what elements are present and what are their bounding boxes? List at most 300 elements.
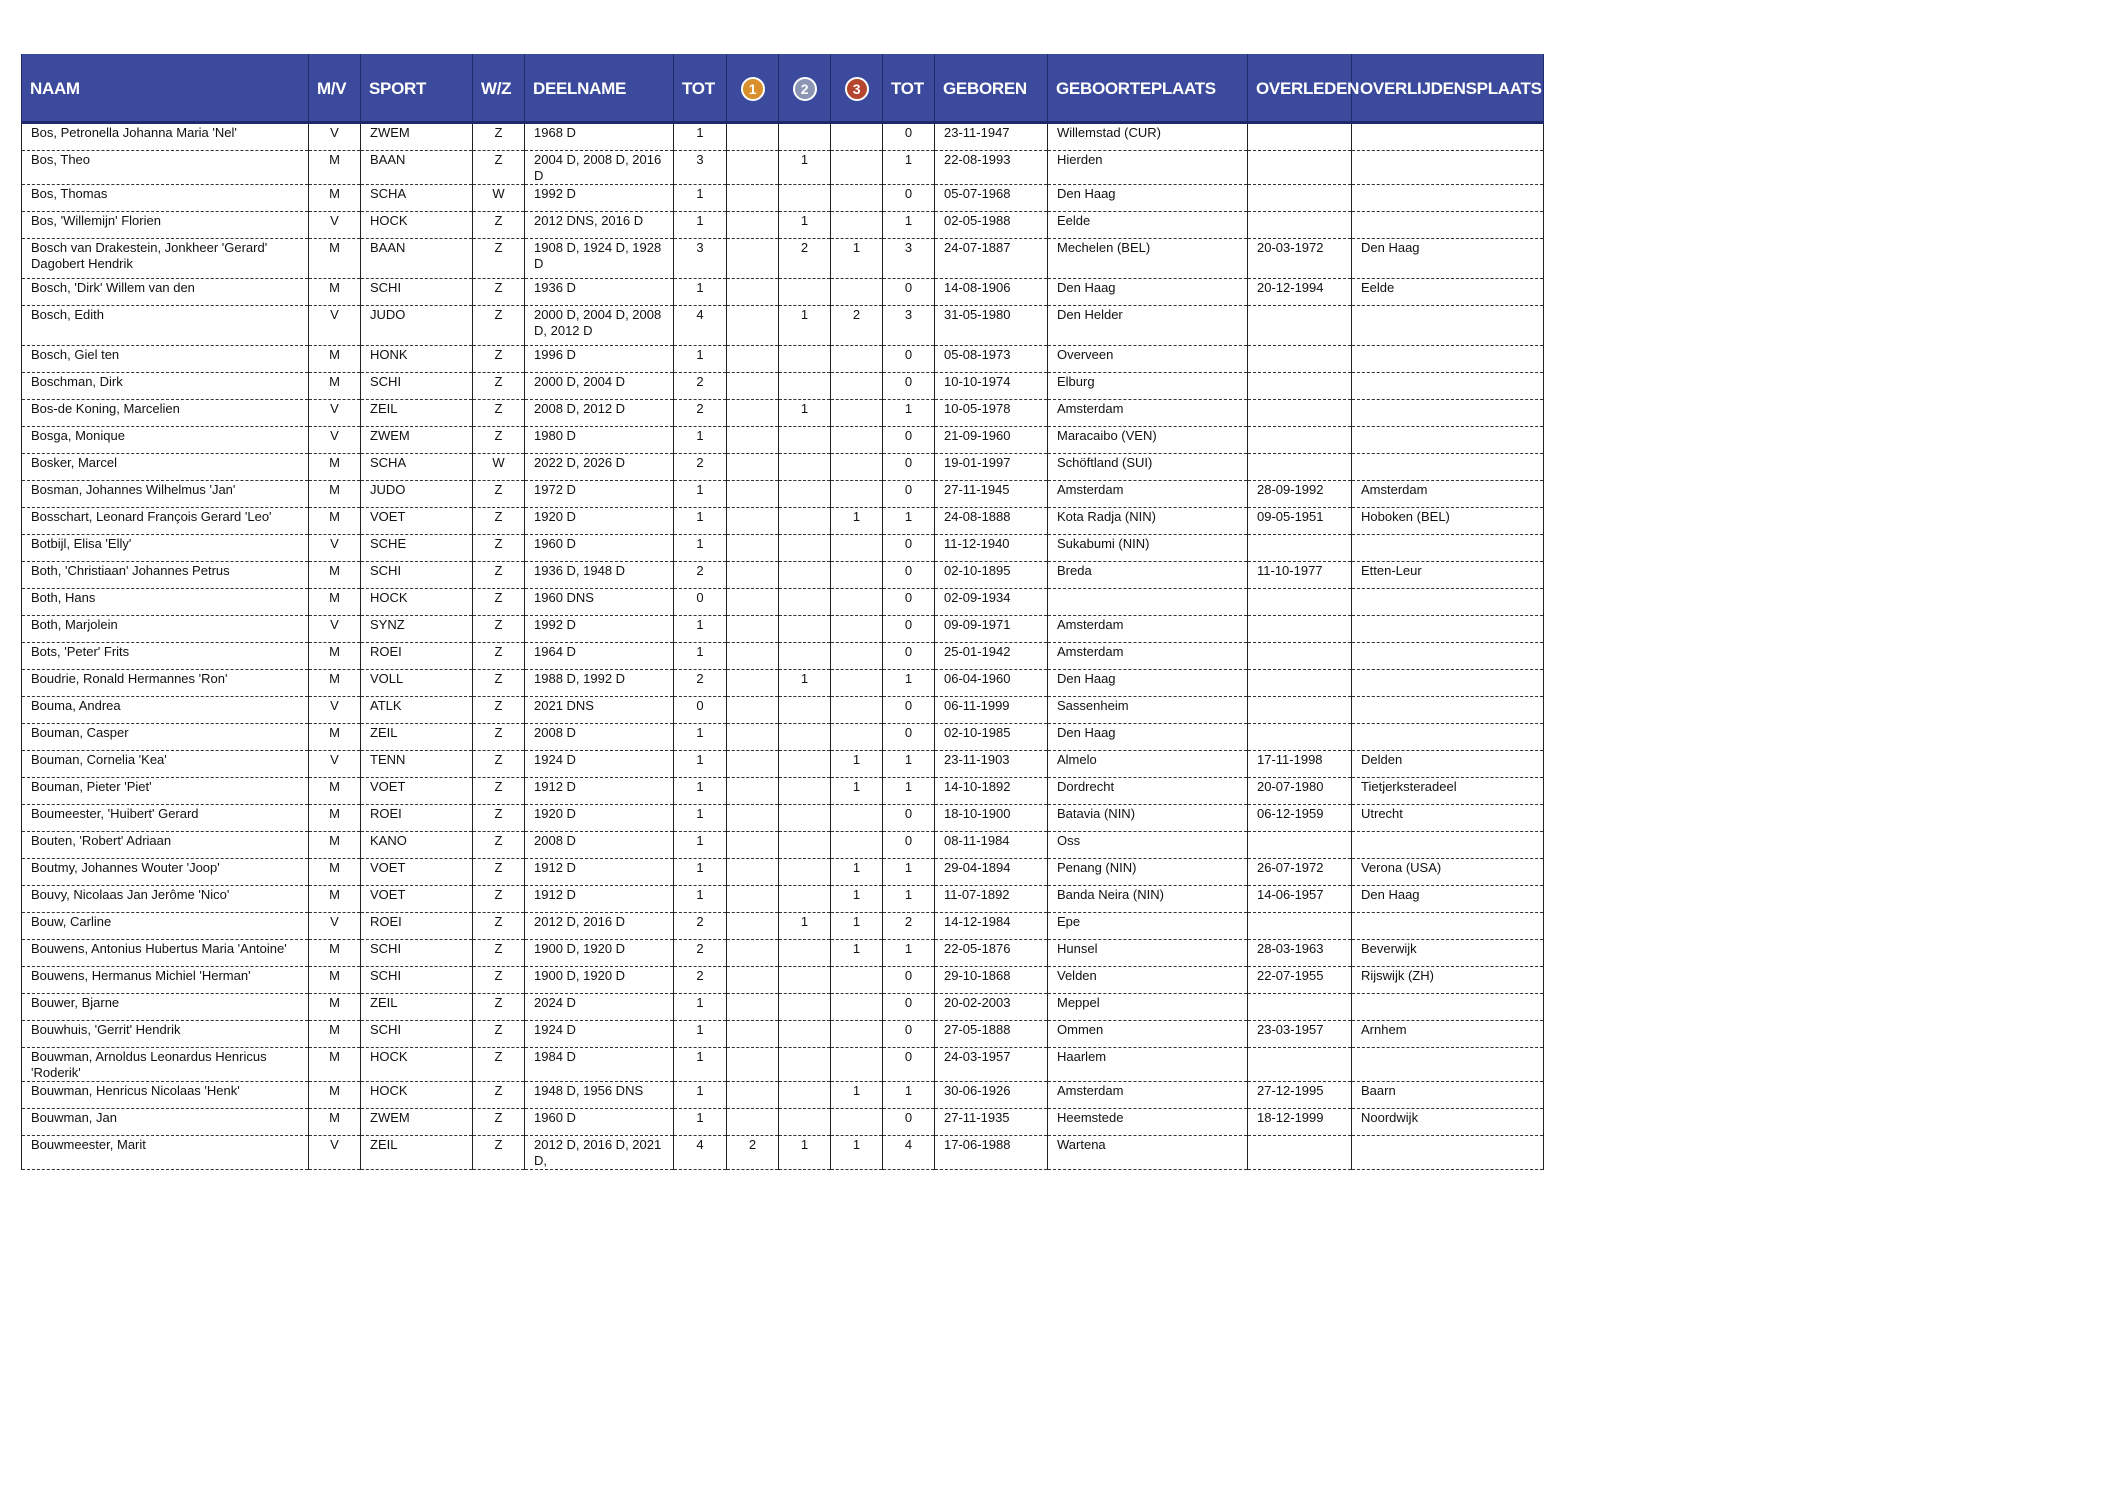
cell-silver: 1: [779, 670, 831, 697]
table-row: [22, 994, 1544, 1021]
cell-bronze: 1: [831, 508, 883, 535]
cell-died: [1248, 1048, 1352, 1082]
cell-silver: [779, 967, 831, 994]
cell-bronze: [831, 967, 883, 994]
cell-silver: [779, 1021, 831, 1048]
cell-name: Bouw, Carline: [22, 913, 309, 940]
cell-silver: [779, 508, 831, 535]
cell-deathplace: [1352, 306, 1544, 346]
bronze-medal-icon: 3: [845, 77, 869, 101]
cell-birthplace: Breda: [1048, 562, 1248, 589]
cell-deathplace: [1352, 616, 1544, 643]
silver-medal-icon: 2: [793, 77, 817, 101]
cell-bronze: [831, 994, 883, 1021]
cell-name: Bouman, Casper: [22, 724, 309, 751]
cell-medal-total: 0: [883, 1048, 935, 1082]
cell-birthplace: Eelde: [1048, 212, 1248, 239]
cell-born: 23-11-1903: [935, 751, 1048, 778]
cell-born: 29-10-1868: [935, 967, 1048, 994]
cell-participation: 1960 D: [525, 535, 674, 562]
cell-sport: SCHI: [361, 562, 473, 589]
cell-birthplace: Maracaibo (VEN): [1048, 427, 1248, 454]
cell-medal-total: 1: [883, 151, 935, 185]
cell-medal-total: 0: [883, 643, 935, 670]
cell-sport: SCHI: [361, 1021, 473, 1048]
cell-born: 23-11-1947: [935, 124, 1048, 151]
cell-bronze: 2: [831, 306, 883, 346]
cell-medal-total: 2: [883, 913, 935, 940]
cell-silver: 1: [779, 306, 831, 346]
cell-born: 17-06-1988: [935, 1136, 1048, 1170]
cell-silver: [779, 1048, 831, 1082]
cell-bronze: 1: [831, 913, 883, 940]
cell-participation: 1900 D, 1920 D: [525, 940, 674, 967]
cell-participation-total: 1: [674, 832, 727, 859]
cell-bronze: 1: [831, 886, 883, 913]
cell-name: Bosch van Drakestein, Jonkheer 'Gerard' Dagobert Hendrik: [22, 239, 309, 279]
cell-sport: VOET: [361, 886, 473, 913]
cell-gender: V: [309, 751, 361, 778]
cell-sport: VOLL: [361, 670, 473, 697]
cell-medal-total: 0: [883, 562, 935, 589]
cell-participation: 2012 DNS, 2016 D: [525, 212, 674, 239]
col-deelname: DEELNAME: [525, 54, 674, 124]
cell-born: 18-10-1900: [935, 805, 1048, 832]
cell-deathplace: Hoboken (BEL): [1352, 508, 1544, 535]
cell-sport: TENN: [361, 751, 473, 778]
cell-season: Z: [473, 346, 525, 373]
cell-died: 22-07-1955: [1248, 967, 1352, 994]
cell-deathplace: [1352, 1048, 1544, 1082]
cell-silver: [779, 724, 831, 751]
cell-participation: 2008 D: [525, 832, 674, 859]
cell-bronze: [831, 1048, 883, 1082]
cell-gender: V: [309, 535, 361, 562]
col-tot-deelname: TOT: [674, 54, 727, 124]
cell-name: Bouwman, Jan: [22, 1109, 309, 1136]
cell-sport: ROEI: [361, 805, 473, 832]
cell-gender: M: [309, 454, 361, 481]
cell-birthplace: Den Haag: [1048, 185, 1248, 212]
cell-died: [1248, 724, 1352, 751]
cell-season: Z: [473, 913, 525, 940]
cell-gender: M: [309, 832, 361, 859]
cell-silver: [779, 832, 831, 859]
cell-birthplace: Heemstede: [1048, 1109, 1248, 1136]
cell-sport: HOCK: [361, 212, 473, 239]
cell-medal-total: 0: [883, 481, 935, 508]
cell-participation: 1912 D: [525, 886, 674, 913]
cell-participation: 1912 D: [525, 859, 674, 886]
cell-sport: ROEI: [361, 643, 473, 670]
cell-bronze: [831, 616, 883, 643]
cell-sport: ZEIL: [361, 994, 473, 1021]
cell-gender: V: [309, 212, 361, 239]
cell-season: Z: [473, 1136, 525, 1170]
cell-medal-total: 3: [883, 306, 935, 346]
table-row: [22, 913, 1544, 940]
cell-name: Bosga, Monique: [22, 427, 309, 454]
cell-bronze: [831, 373, 883, 400]
cell-bronze: [831, 185, 883, 212]
cell-birthplace: Banda Neira (NIN): [1048, 886, 1248, 913]
table-row: [22, 185, 1544, 212]
cell-participation-total: 1: [674, 124, 727, 151]
cell-bronze: 1: [831, 859, 883, 886]
cell-silver: [779, 805, 831, 832]
cell-birthplace: Den Haag: [1048, 279, 1248, 306]
cell-name: Bouwman, Henricus Nicolaas 'Henk': [22, 1082, 309, 1109]
cell-deathplace: [1352, 643, 1544, 670]
table-row: [22, 886, 1544, 913]
cell-medal-total: 0: [883, 373, 935, 400]
cell-gender: M: [309, 724, 361, 751]
cell-gender: M: [309, 151, 361, 185]
cell-bronze: [831, 643, 883, 670]
cell-silver: [779, 994, 831, 1021]
cell-name: Boschman, Dirk: [22, 373, 309, 400]
table-body: [22, 124, 1544, 1170]
table-row: [22, 454, 1544, 481]
cell-participation: 1912 D: [525, 778, 674, 805]
cell-silver: [779, 185, 831, 212]
cell-participation: 1920 D: [525, 805, 674, 832]
cell-gold: [727, 616, 779, 643]
table-row: [22, 1021, 1544, 1048]
table-row: [22, 832, 1544, 859]
cell-silver: 1: [779, 1136, 831, 1170]
table-row: [22, 616, 1544, 643]
cell-medal-total: 1: [883, 859, 935, 886]
cell-bronze: 1: [831, 1136, 883, 1170]
cell-season: Z: [473, 427, 525, 454]
table-row: [22, 724, 1544, 751]
cell-born: 05-07-1968: [935, 185, 1048, 212]
cell-bronze: [831, 724, 883, 751]
cell-born: 20-02-2003: [935, 994, 1048, 1021]
cell-name: Bouwens, Hermanus Michiel 'Herman': [22, 967, 309, 994]
cell-medal-total: 0: [883, 616, 935, 643]
cell-participation: 2021 DNS: [525, 697, 674, 724]
cell-birthplace: Overveen: [1048, 346, 1248, 373]
cell-participation: 2022 D, 2026 D: [525, 454, 674, 481]
cell-medal-total: 1: [883, 508, 935, 535]
cell-medal-total: 1: [883, 940, 935, 967]
header-row: [22, 54, 1544, 124]
cell-died: [1248, 535, 1352, 562]
cell-medal-total: 1: [883, 751, 935, 778]
cell-medal-total: 0: [883, 832, 935, 859]
cell-birthplace: Amsterdam: [1048, 643, 1248, 670]
cell-season: Z: [473, 1048, 525, 1082]
cell-medal-total: 0: [883, 805, 935, 832]
cell-gender: M: [309, 805, 361, 832]
cell-medal-total: 0: [883, 967, 935, 994]
cell-gold: [727, 508, 779, 535]
cell-born: 11-07-1892: [935, 886, 1048, 913]
cell-name: Bouwman, Arnoldus Leonardus Henricus 'Roderik': [22, 1048, 309, 1082]
cell-bronze: [831, 562, 883, 589]
cell-born: 19-01-1997: [935, 454, 1048, 481]
cell-participation-total: 1: [674, 724, 727, 751]
cell-born: 27-11-1935: [935, 1109, 1048, 1136]
cell-gold: [727, 279, 779, 306]
cell-sport: SCHE: [361, 535, 473, 562]
cell-season: Z: [473, 724, 525, 751]
cell-medal-total: 0: [883, 346, 935, 373]
cell-birthplace: Den Haag: [1048, 724, 1248, 751]
cell-died: 20-12-1994: [1248, 279, 1352, 306]
cell-born: 02-05-1988: [935, 212, 1048, 239]
cell-died: 28-09-1992: [1248, 481, 1352, 508]
cell-sport: ATLK: [361, 697, 473, 724]
cell-died: [1248, 589, 1352, 616]
cell-medal-total: 1: [883, 400, 935, 427]
cell-deathplace: Amsterdam: [1352, 481, 1544, 508]
cell-gold: [727, 454, 779, 481]
cell-sport: VOET: [361, 508, 473, 535]
cell-participation: 2024 D: [525, 994, 674, 1021]
cell-sport: ZWEM: [361, 124, 473, 151]
col-silver: [779, 54, 831, 124]
cell-season: Z: [473, 778, 525, 805]
cell-participation: 1924 D: [525, 751, 674, 778]
cell-gold: [727, 859, 779, 886]
cell-gender: V: [309, 913, 361, 940]
cell-sport: VOET: [361, 778, 473, 805]
table-row: [22, 940, 1544, 967]
cell-birthplace: Epe: [1048, 913, 1248, 940]
cell-participation-total: 1: [674, 279, 727, 306]
cell-deathplace: Tietjerksteradeel: [1352, 778, 1544, 805]
cell-birthplace: Den Haag: [1048, 670, 1248, 697]
cell-participation: 1980 D: [525, 427, 674, 454]
cell-deathplace: Etten-Leur: [1352, 562, 1544, 589]
cell-died: 28-03-1963: [1248, 940, 1352, 967]
cell-season: Z: [473, 805, 525, 832]
cell-bronze: [831, 212, 883, 239]
cell-birthplace: Dordrecht: [1048, 778, 1248, 805]
cell-medal-total: 0: [883, 535, 935, 562]
cell-bronze: [831, 832, 883, 859]
cell-birthplace: Elburg: [1048, 373, 1248, 400]
cell-participation: 1960 DNS: [525, 589, 674, 616]
cell-gender: V: [309, 697, 361, 724]
cell-sport: ROEI: [361, 913, 473, 940]
cell-silver: [779, 616, 831, 643]
cell-silver: [779, 124, 831, 151]
table-row: [22, 124, 1544, 151]
cell-name: Bouman, Cornelia 'Kea': [22, 751, 309, 778]
cell-gold: [727, 886, 779, 913]
cell-season: Z: [473, 1082, 525, 1109]
cell-silver: [779, 859, 831, 886]
cell-sport: ZWEM: [361, 1109, 473, 1136]
cell-gold: [727, 670, 779, 697]
cell-participation: 1992 D: [525, 616, 674, 643]
cell-season: Z: [473, 562, 525, 589]
cell-participation: 1968 D: [525, 124, 674, 151]
cell-name: Boutmy, Johannes Wouter 'Joop': [22, 859, 309, 886]
cell-birthplace: Hierden: [1048, 151, 1248, 185]
cell-deathplace: [1352, 373, 1544, 400]
cell-silver: [779, 454, 831, 481]
cell-born: 05-08-1973: [935, 346, 1048, 373]
cell-gender: M: [309, 589, 361, 616]
cell-participation-total: 0: [674, 589, 727, 616]
cell-silver: [779, 481, 831, 508]
cell-medal-total: 0: [883, 279, 935, 306]
cell-medal-total: 3: [883, 239, 935, 279]
cell-participation-total: 1: [674, 778, 727, 805]
cell-died: [1248, 185, 1352, 212]
cell-birthplace: Almelo: [1048, 751, 1248, 778]
cell-silver: [779, 427, 831, 454]
cell-silver: [779, 346, 831, 373]
cell-gender: V: [309, 1136, 361, 1170]
cell-born: 10-05-1978: [935, 400, 1048, 427]
cell-deathplace: [1352, 185, 1544, 212]
cell-birthplace: Mechelen (BEL): [1048, 239, 1248, 279]
cell-sport: BAAN: [361, 151, 473, 185]
cell-participation-total: 2: [674, 400, 727, 427]
cell-participation: 1936 D, 1948 D: [525, 562, 674, 589]
cell-season: Z: [473, 832, 525, 859]
cell-participation-total: 1: [674, 508, 727, 535]
cell-deathplace: [1352, 670, 1544, 697]
cell-silver: [779, 535, 831, 562]
cell-born: 06-11-1999: [935, 697, 1048, 724]
cell-birthplace: Wartena: [1048, 1136, 1248, 1170]
cell-sport: ZEIL: [361, 400, 473, 427]
cell-gender: M: [309, 279, 361, 306]
cell-deathplace: [1352, 151, 1544, 185]
cell-gold: [727, 124, 779, 151]
cell-medal-total: 4: [883, 1136, 935, 1170]
cell-participation-total: 3: [674, 239, 727, 279]
cell-medal-total: 0: [883, 1021, 935, 1048]
cell-participation-total: 1: [674, 427, 727, 454]
cell-deathplace: Delden: [1352, 751, 1544, 778]
cell-participation: 1960 D: [525, 1109, 674, 1136]
cell-participation-total: 1: [674, 1048, 727, 1082]
cell-season: Z: [473, 535, 525, 562]
cell-name: Bosman, Johannes Wilhelmus 'Jan': [22, 481, 309, 508]
cell-name: Both, Marjolein: [22, 616, 309, 643]
cell-deathplace: [1352, 535, 1544, 562]
cell-name: Bouman, Pieter 'Piet': [22, 778, 309, 805]
cell-season: Z: [473, 151, 525, 185]
cell-gold: [727, 724, 779, 751]
cell-birthplace: Meppel: [1048, 994, 1248, 1021]
cell-died: [1248, 306, 1352, 346]
cell-gender: M: [309, 239, 361, 279]
cell-bronze: [831, 427, 883, 454]
cell-born: 21-09-1960: [935, 427, 1048, 454]
cell-gold: 2: [727, 1136, 779, 1170]
cell-born: 02-10-1985: [935, 724, 1048, 751]
cell-medal-total: 0: [883, 427, 935, 454]
cell-name: Bosch, Edith: [22, 306, 309, 346]
cell-bronze: 1: [831, 239, 883, 279]
cell-deathplace: [1352, 346, 1544, 373]
cell-participation-total: 1: [674, 535, 727, 562]
cell-birthplace: Willemstad (CUR): [1048, 124, 1248, 151]
cell-born: 10-10-1974: [935, 373, 1048, 400]
cell-sport: HOCK: [361, 589, 473, 616]
cell-name: Bouwer, Bjarne: [22, 994, 309, 1021]
cell-gold: [727, 778, 779, 805]
cell-bronze: 1: [831, 1082, 883, 1109]
cell-season: Z: [473, 886, 525, 913]
cell-season: Z: [473, 1109, 525, 1136]
cell-died: [1248, 1136, 1352, 1170]
cell-born: 27-11-1945: [935, 481, 1048, 508]
cell-silver: 1: [779, 400, 831, 427]
cell-deathplace: [1352, 212, 1544, 239]
cell-deathplace: [1352, 724, 1544, 751]
cell-sport: SCHI: [361, 373, 473, 400]
cell-silver: 2: [779, 239, 831, 279]
table-row: [22, 400, 1544, 427]
cell-birthplace: Velden: [1048, 967, 1248, 994]
cell-deathplace: [1352, 454, 1544, 481]
cell-birthplace: [1048, 589, 1248, 616]
cell-deathplace: Eelde: [1352, 279, 1544, 306]
col-overlijdensplaats: OVERLIJDENSPLAATS: [1352, 54, 1544, 124]
table-row: [22, 751, 1544, 778]
cell-participation-total: 2: [674, 670, 727, 697]
cell-season: Z: [473, 589, 525, 616]
cell-died: [1248, 643, 1352, 670]
cell-participation: 2008 D, 2012 D: [525, 400, 674, 427]
cell-born: 14-10-1892: [935, 778, 1048, 805]
table-row: [22, 508, 1544, 535]
cell-participation: 2012 D, 2016 D, 2021 D,: [525, 1136, 674, 1170]
cell-died: [1248, 400, 1352, 427]
cell-name: Bosch, 'Dirk' Willem van den: [22, 279, 309, 306]
gold-medal-icon: 1: [741, 77, 765, 101]
cell-born: 11-12-1940: [935, 535, 1048, 562]
cell-born: 24-08-1888: [935, 508, 1048, 535]
cell-participation-total: 0: [674, 697, 727, 724]
cell-name: Bos, Theo: [22, 151, 309, 185]
cell-gender: M: [309, 778, 361, 805]
cell-gold: [727, 1109, 779, 1136]
cell-sport: VOET: [361, 859, 473, 886]
cell-birthplace: Batavia (NIN): [1048, 805, 1248, 832]
cell-deathplace: [1352, 913, 1544, 940]
cell-died: 27-12-1995: [1248, 1082, 1352, 1109]
cell-gender: V: [309, 306, 361, 346]
cell-born: 29-04-1894: [935, 859, 1048, 886]
cell-season: Z: [473, 670, 525, 697]
cell-season: Z: [473, 239, 525, 279]
cell-sport: HONK: [361, 346, 473, 373]
cell-deathplace: [1352, 124, 1544, 151]
cell-season: Z: [473, 967, 525, 994]
cell-silver: [779, 589, 831, 616]
cell-born: 08-11-1984: [935, 832, 1048, 859]
cell-medal-total: 0: [883, 124, 935, 151]
cell-bronze: 1: [831, 940, 883, 967]
cell-participation-total: 1: [674, 185, 727, 212]
table-row: [22, 346, 1544, 373]
cell-gender: M: [309, 1048, 361, 1082]
cell-silver: [779, 778, 831, 805]
cell-gold: [727, 535, 779, 562]
cell-gold: [727, 832, 779, 859]
